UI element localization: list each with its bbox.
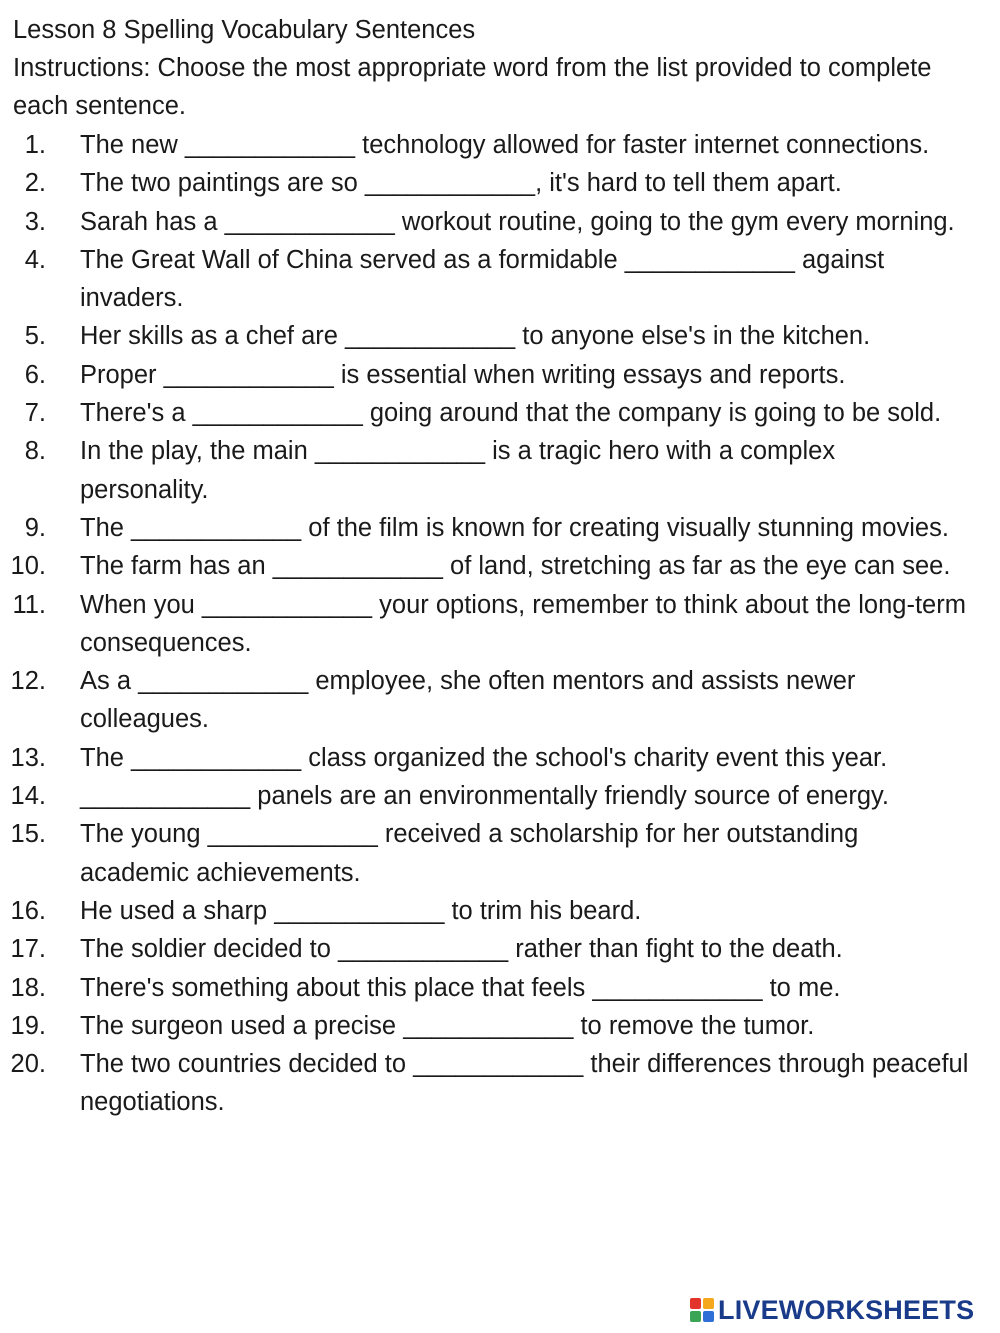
question-text: The new ____________ technology allowed for faster internet connections. — [80, 131, 930, 159]
question-number: 6. — [24, 360, 46, 389]
question-number: 18. — [10, 973, 46, 1002]
question-number: 11. — [12, 590, 46, 619]
question-number: 15. — [10, 820, 46, 849]
question-text: Her skills as a chef are ____________ to anyone else's in the kitchen. — [80, 322, 871, 351]
question-number: 2. — [24, 169, 46, 198]
question-text: The two paintings are so ____________, it's hard to tell them apart. — [80, 169, 842, 198]
question-item-12 — [0, 662, 1000, 739]
question-number: 17. — [10, 935, 46, 964]
question-item-1 — [0, 126, 1000, 164]
question-text: Sarah has a ____________ workout routine, going to the gym every morning. — [80, 207, 955, 236]
question-number: 16. — [10, 896, 46, 925]
question-item-8 — [0, 432, 1000, 509]
question-text: The young ____________ received a scholarship for her outstanding academic achievements. — [80, 820, 859, 887]
question-number: 7. — [24, 399, 46, 428]
question-text: As a ____________ employee, she often mentors and assists newer colleagues. — [80, 667, 856, 734]
question-text: In the play, the main ____________ is a tragic hero with a complex personality. — [80, 437, 836, 504]
question-item-10 — [0, 547, 1000, 585]
question-item-6 — [0, 356, 1000, 394]
question-number: 8. — [24, 437, 46, 466]
question-text: The surgeon used a precise ____________ to remove the tumor. — [80, 1011, 815, 1040]
question-item-18 — [0, 969, 1000, 1007]
question-item-2 — [0, 164, 1000, 202]
question-item-16 — [0, 892, 1000, 930]
question-text: The Great Wall of China served as a formidable ____________ against invaders. — [80, 245, 885, 313]
question-list — [0, 126, 1000, 1122]
question-number: 14. — [10, 782, 46, 811]
question-text: ____________ panels are an environmentally friendly source of energy. — [80, 782, 889, 811]
question-item-19 — [0, 1007, 1000, 1045]
logo-tile-icon — [703, 1311, 714, 1322]
logo-tile-icon — [703, 1298, 714, 1309]
question-number: 4. — [24, 245, 46, 274]
question-number: 10. — [10, 552, 46, 581]
liveworksheets-watermark — [690, 1292, 974, 1328]
question-text: He used a sharp ____________ to trim his beard. — [80, 896, 642, 925]
question-item-15 — [0, 815, 1000, 892]
question-text: The soldier decided to ____________ rather than fight to the death. — [80, 935, 843, 964]
question-number: 1. — [24, 131, 46, 159]
question-number: 20. — [10, 1050, 46, 1079]
question-item-20 — [0, 1045, 1000, 1122]
question-text: When you ____________ your options, remember to think about the long-term consequences. — [80, 590, 966, 657]
question-number: 12. — [10, 667, 46, 696]
question-text: The farm has an ____________ of land, stretching as far as the eye can see. — [80, 552, 951, 581]
logo-tile-icon — [690, 1311, 701, 1322]
question-item-4 — [0, 241, 1000, 318]
logo-tile-icon — [690, 1298, 701, 1309]
question-text: The ____________ of the film is known for creating visually stunning movies. — [80, 513, 949, 542]
question-text: Proper ____________ is essential when writing essays and reports. — [80, 360, 846, 389]
question-number: 9. — [24, 513, 46, 542]
question-item-11 — [0, 586, 1000, 663]
question-number: 19. — [10, 1011, 46, 1040]
question-number: 13. — [10, 743, 46, 772]
question-item-9 — [0, 509, 1000, 547]
question-number: 5. — [24, 322, 46, 351]
question-item-13 — [0, 739, 1000, 777]
question-item-14 — [0, 777, 1000, 815]
liveworksheets-logo-icon — [690, 1298, 714, 1322]
page-title: Lesson 8 Spelling Vocabulary Sentences — [13, 16, 476, 44]
question-item-7 — [0, 394, 1000, 432]
question-text: The two countries decided to ____________ their differences through peaceful negotiations. — [80, 1050, 969, 1117]
question-item-17 — [0, 930, 1000, 968]
question-number: 3. — [24, 207, 46, 236]
brand-wordmark: LIVEWORKSHEETS — [718, 1294, 975, 1325]
question-item-3 — [0, 203, 1000, 241]
question-text: The ____________ class organized the school's charity event this year. — [80, 743, 888, 772]
question-text: There's a ____________ going around that the company is going to be sold. — [80, 399, 942, 428]
question-item-5 — [0, 317, 1000, 355]
instructions-text: Instructions: Choose the most appropriate word from the list provided to complete each sentence. — [13, 54, 932, 121]
question-text: There's something about this place that feels ____________ to me. — [80, 973, 841, 1002]
